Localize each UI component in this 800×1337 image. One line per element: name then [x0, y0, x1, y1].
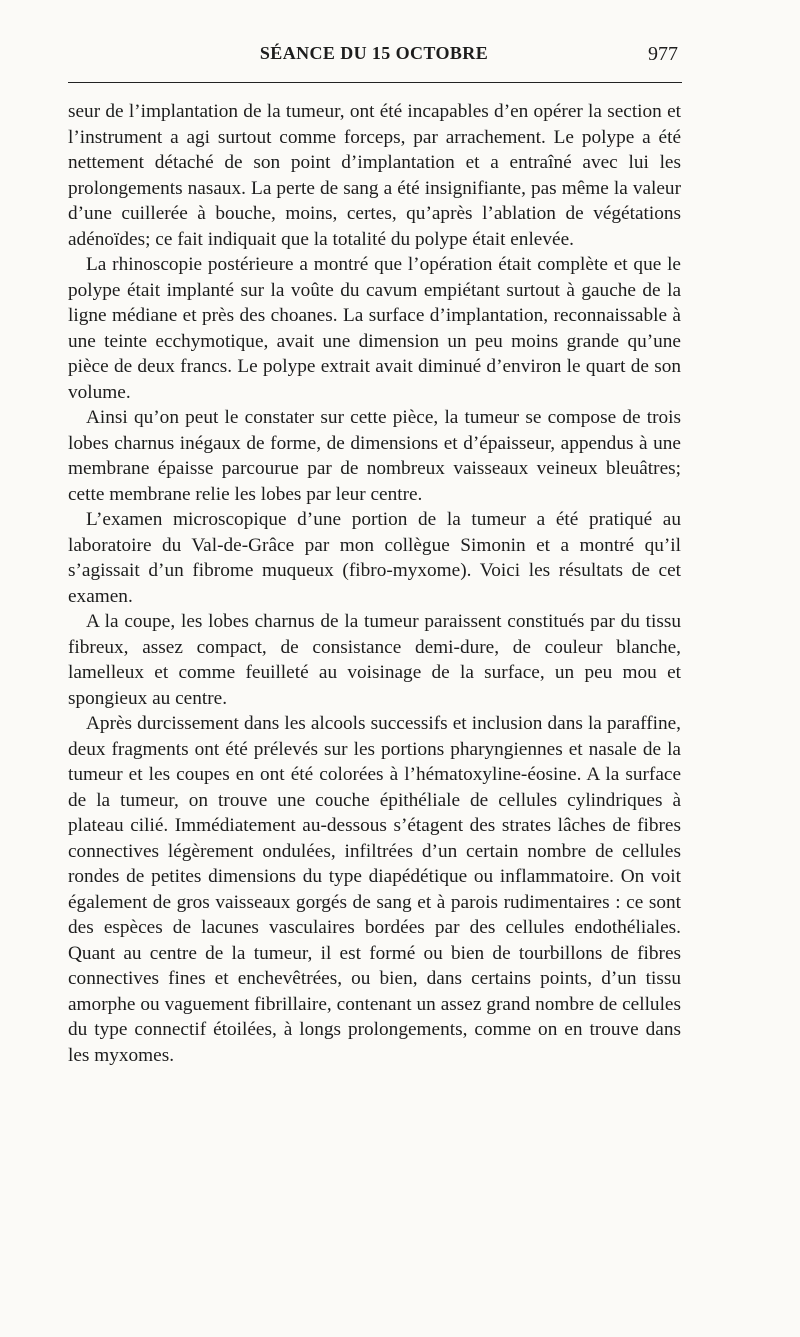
- paragraph: L’examen microscopique d’une portion de la tumeur a été pratiqué au laboratoire du Val-de-Grâce par mon collègue Simonin et a montré qu’il s’agissait d’un fibrome muqueux (fibro-myxome). Voici les résultats de cet examen.: [68, 509, 681, 607]
- paragraph: seur de l’implantation de la tumeur, ont été incapables d’en opérer la section et l’instrument a agi surtout comme forceps, par arrachement. Le polype a été nettement détaché de son point d’implantation et a entraîné avec lui les prolongements nasaux. La perte de sang a été insignifiante, pas même la valeur d’une cuillerée à bouche, moins, certes, qu’après l’ablation de végétations adénoïdes; ce fait indiquait que la totalité du polype était enlevée.: [68, 101, 681, 250]
- header-rule: [68, 82, 682, 83]
- body-text: [68, 99, 681, 1068]
- paragraph: A la coupe, les lobes charnus de la tumeur paraissent constitués par du tissu fibreux, assez compact, de consistance demi-dure, de couleur blanche, lamelleux et comme feuilleté au voisinage de la surface, un peu mou et spongieux au centre.: [68, 611, 681, 709]
- page-number: 977: [648, 43, 678, 65]
- running-head: SÉANCE DU 15 OCTOBRE: [259, 43, 489, 63]
- paragraph: La rhinoscopie postérieure a montré que l’opération était complète et que le polype était implanté sur la voûte du cavum empiétant surtout à gauche de la ligne médiane et près des choanes. La surface d’implantation, reconnaissable à une teinte ecchymotique, avait une dimension un peu moins grande qu’une pièce de deux francs. Le polype extrait avait diminué d’environ le quart de son volume.: [68, 254, 681, 403]
- paragraph: Ainsi qu’on peut le constater sur cette pièce, la tumeur se compose de trois lobes charnus inégaux de forme, de dimensions et d’épaisseur, appendus à une membrane épaisse parcourue par de nombreux vaisseaux veineux bleuâtres; cette membrane relie les lobes par leur centre.: [68, 407, 681, 505]
- page-header: [68, 43, 680, 73]
- paragraph: Après durcissement dans les alcools successifs et inclusion dans la paraffine, deux fragments ont été prélevés sur les portions pharyngiennes et nasale de la tumeur et les coupes en ont été colorées à l’hématoxyline-éosine. A la surface de la tumeur, on trouve une couche épithéliale de cellules cylindriques à plateau cilié. Immédiatement au-dessous s’étagent des strates lâches de fibres connectives légèrement ondulées, infiltrées d’un certain nombre de cellules rondes de petites dimensions du type diapédétique ou inflammatoire. On voit également de gros vaisseaux gorgés de sang et à parois rudimentaires : ce sont des espèces de lacunes vasculaires bordées par des cellules endothéliales. Quant au centre de la tumeur, il est formé ou bien de tourbillons de fibres connectives fines et enchevêtrées, ou bien, dans certains points, d’un tissu amorphe ou vaguement fibrillaire, contenant un assez grand nombre de cellules du type connectif étoilées, à longs prolongements, comme on en trouve dans les myxomes.: [68, 713, 681, 1066]
